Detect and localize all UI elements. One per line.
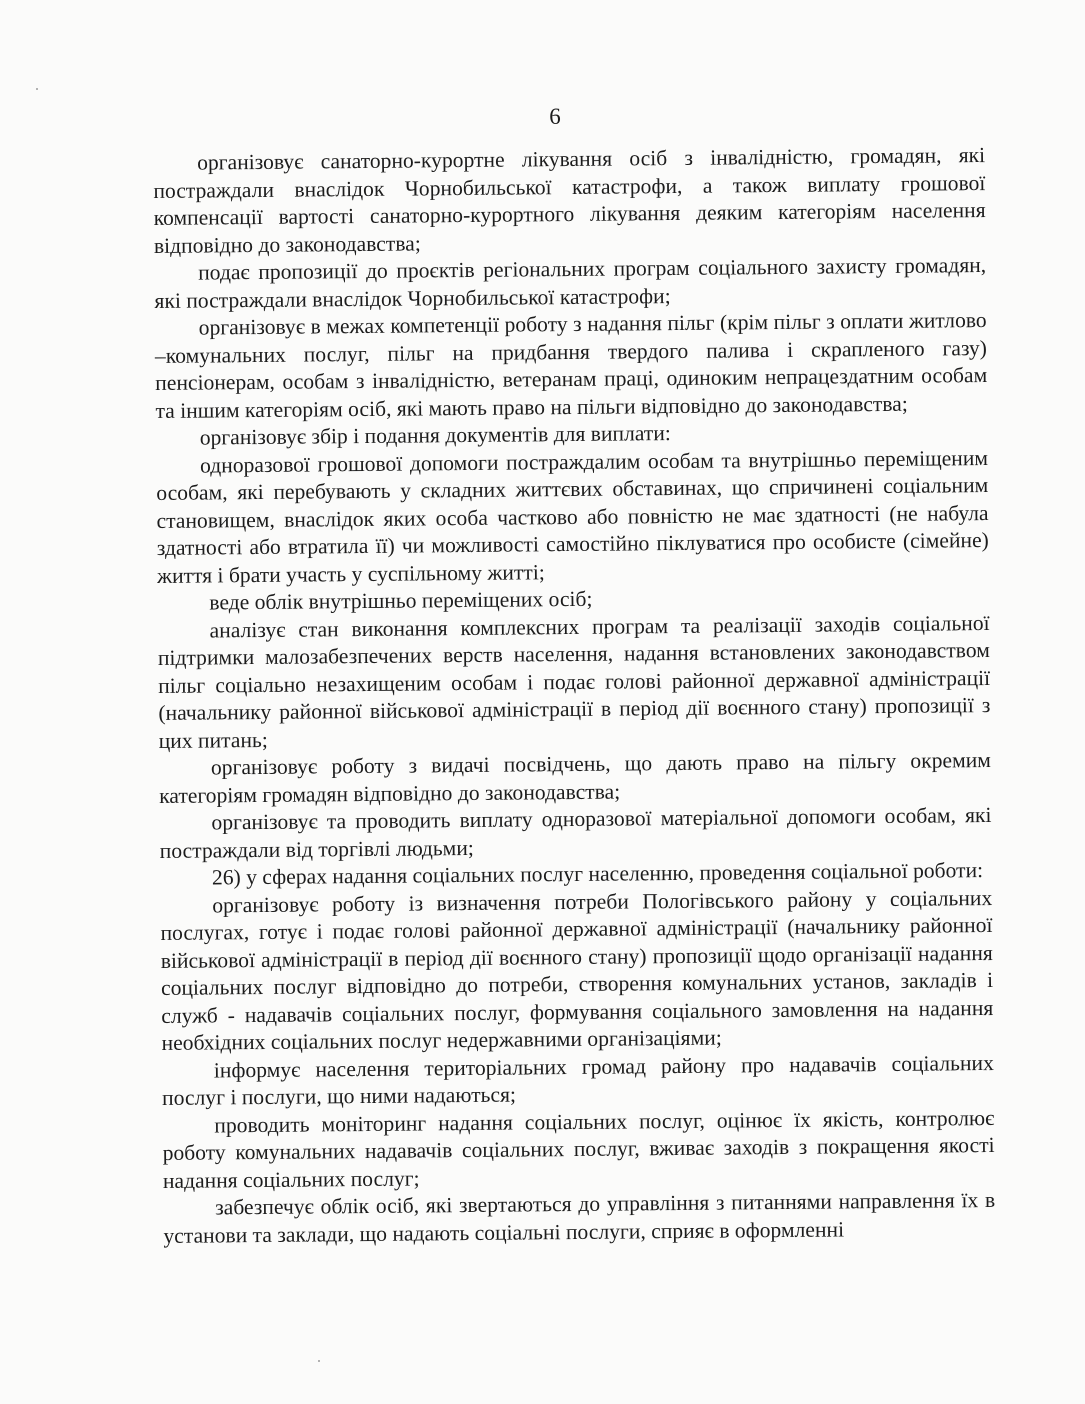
paragraph: організовує в межах компетенції роботу з надання пільг (крім пільг з оплати житлово –комунальних послуг, пільг на придбання твердого палива і скрапленого газу) пенсіонерам, особам з інвалідністю, ветеранам праці, одиноким непрацездатним особам та іншим категоріям осіб, які мають право на пільги відповідно до законодавства; (154, 308, 988, 423)
paragraph: одноразової грошової допомоги постраждалим особам та внутрішньо переміщеним особам, які перебувають у складних життєвих обставинах, що спричинені соціальним становищем, внаслідок яких особа частково або повністю не має здатності (не набула здатності або втратила її) чи можливості самостійно піклуватися про особисте (сімейне) життя і брати участь у суспільному житті; (156, 445, 989, 588)
paragraph: подає пропозиції до проєктів регіональних програм соціального захисту громадян, які постраждали внаслідок Чорнобильської катастрофи; (154, 253, 987, 313)
paragraph: веде облік внутрішньо переміщених осіб; (209, 586, 593, 615)
paragraph: організовує роботу з видачі посвідчень, що дають право на пільгу окремим категоріям громадян відповідно до законодавства; (159, 747, 992, 808)
paragraph: організовує роботу із визначення потреби Пологівського району у соціальних послугах, готує і подає голові районної державної адміністрації (начальнику районної військової адміністрації в період дії воєнного стану) пропозиції щодо організації надання соціальних послуг відповідно до потреби, створення комунальних установ, закладів і служб - надавачів соціальних послуг, формування соціального замовлення на надання необхідних соціальних послуг недержавними організаціями; (160, 885, 994, 1055)
scan-speck (318, 1360, 320, 1362)
paragraph: організовує санаторно-курортне лікування осіб з інвалідністю, громадян, які постраждали внаслідок Чорнобильської катастрофи, а також виплату грошової компенсації вартості санаторно-курортного лікування деяким категоріям населення відповідно до законодавства; (153, 143, 986, 258)
paragraph: проводить моніторинг надання соціальних послуг, оцінює їх якість, контролює роботу комунальних надавачів соціальних послуг, вживає заходів з покращення якості надання соціальних послуг; (162, 1105, 995, 1193)
section-heading-26: 26) у сферах надання соціальних послуг населенню, проведення соціальної роботи: (211, 858, 984, 890)
paragraph: організовує збір і подання документів для виплати: (199, 421, 671, 450)
paragraph: організовує та проводить виплату одноразової матеріальної допомоги особам, які постраждали від торгівлі людьми; (159, 802, 992, 863)
body-text (153, 142, 996, 1250)
paragraph: аналізує стан виконання комплексних програм та реалізації заходів соціальної підтримки малозабезпечених верств населення, надання встановлених законодавством пільг соціально незахищеним особам і подає голові районної державної адміністрації (начальнику районної військової адміністрації в період дії воєнного стану) пропозиції з цих питань; (157, 610, 991, 753)
page-number: 6 (549, 104, 561, 129)
paragraph: забезпечує облік осіб, які звертаються до управління з питаннями направлення їх в установи та заклади, що надають соціальні послуги, сприяє в оформленні (163, 1187, 996, 1248)
paragraph: інформує населення територіальних громад району про надавачів соціальних послуг і послуги, що ними надаються; (161, 1050, 994, 1110)
scan-speck (36, 88, 38, 90)
